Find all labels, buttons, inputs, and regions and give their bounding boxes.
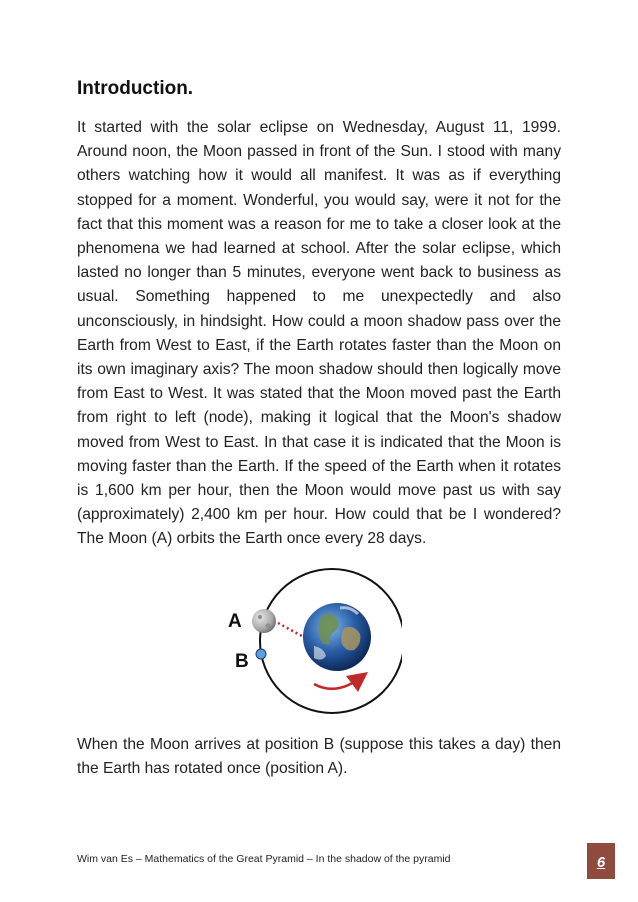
rotation-arrow-icon (314, 678, 360, 689)
page-number: 6 (587, 843, 615, 879)
moon-icon (252, 609, 276, 633)
label-b: B (235, 651, 249, 672)
section-heading: Introduction. (77, 78, 194, 99)
closing-paragraph: When the Moon arrives at position B (suppose this takes a day) then the Earth has rotated once (position A). (77, 736, 561, 778)
orbit-figure (222, 566, 402, 716)
moon-earth-link (278, 623, 302, 636)
page-footer: Wim van Es – Mathematics of the Great Pyramid – In the shadow of the pyramid (77, 853, 451, 865)
position-b-marker (256, 649, 266, 659)
orbit-diagram (222, 566, 402, 716)
earth-icon (303, 603, 371, 671)
label-a: A (228, 611, 242, 632)
intro-paragraph: It started with the solar eclipse on Wednesday, August 11, 1999. Around noon, the Moon passed in front of the Sun. I stood with many others watching how it would all manifest. It was as if everything stopped for a moment. Wonderful, you would say, were it not for the fact that this moment was a reason for me to take a closer look at the phenomena we had learned at school. After the solar eclipse, which lasted no longer than 5 minutes, everyone went back to business as usual. Something happened to me unexpectedly and also unconsciously, in hindsight. How could a moon shadow pass over the Earth from West to East, if the Earth rotates faster than the Moon on its own imaginary axis? The moon shadow should then logically move from East to West. It was stated that the Moon moved past the Earth from right to left (node), making it logical that the Moon's shadow moved from West to East. In that case it is indicated that the Moon is moving faster than the Earth. If the speed of the Earth when it rotates is 1,600 km per hour, then the Moon would move past us with say (approximately) 2,400 km per hour. How could that be I wondered? The Moon (A) orbits the Earth once every 28 days. (77, 119, 561, 548)
